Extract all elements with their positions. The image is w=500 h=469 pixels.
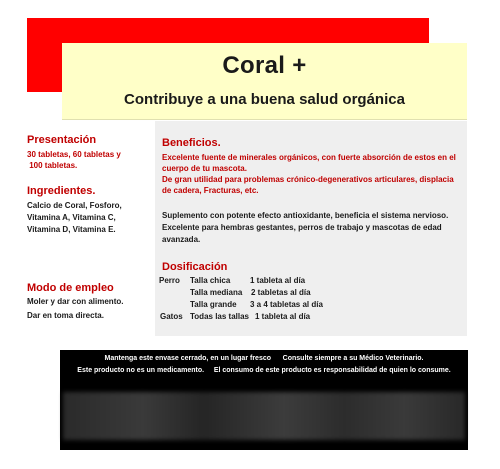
title-box: [62, 43, 467, 120]
dosage-animal: Perro: [159, 276, 180, 285]
ingredientes-heading: Ingredientes.: [27, 185, 96, 197]
dosage-table: [159, 275, 467, 323]
dosage-row: [162, 287, 467, 299]
beneficios-red-line: cuerpo de tu mascota.: [162, 164, 247, 173]
presentacion-line: 100 tabletas.: [27, 161, 78, 170]
beneficios-black-line: Suplemento con potente efecto antioxidante, beneficia el sistema nervioso.: [162, 211, 449, 220]
footer-line: Mantenga este envase cerrado, en un lugar fresco Consulte siempre a su Médico Veterinario.: [104, 355, 424, 362]
product-title: Coral +: [222, 52, 307, 79]
ingredientes-line: Vitamina A, Vitamina C,: [27, 213, 116, 222]
dosage-animal: Gatos: [160, 312, 183, 321]
presentacion-line: 30 tabletas, 60 tabletas y: [27, 150, 121, 159]
dosage-row: [162, 311, 467, 323]
modo-line: Dar en toma directa.: [27, 311, 104, 320]
beneficios-red-line: De gran utilidad para problemas crónico-degenerativos articulares, displacia: [162, 175, 454, 184]
footer-line: Este producto no es un medicamento. El consumo de este producto es responsabilidad de quien lo consume.: [77, 367, 451, 374]
product-subtitle: Contribuye a una buena salud orgánica: [124, 91, 405, 108]
dosificacion-heading: Dosificación: [162, 261, 228, 273]
modo-line: Moler y dar con alimento.: [27, 297, 124, 306]
beneficios-red-line: de cadera, Fracturas, etc.: [162, 186, 259, 195]
dosage-amount: 1 tableta al día: [255, 312, 311, 321]
dosage-size: Talla chica: [190, 276, 231, 285]
left-column: [27, 134, 155, 322]
beneficios-red-line: Excelente fuente de minerales orgánicos, con fuerte absorción de estos en el: [162, 153, 456, 162]
dosage-amount: 2 tabletas al día: [251, 288, 311, 297]
dosage-amount: 3 a 4 tabletas al día: [250, 300, 323, 309]
dosage-size: Talla grande: [190, 300, 237, 309]
beneficios-black-line: avanzada.: [162, 235, 201, 244]
beneficios-black-line: Excelente para hembras gestantes, perros de trabajo y mascotas de edad: [162, 223, 442, 232]
modo-heading: Modo de empleo: [27, 282, 114, 294]
dosage-size: Talla mediana: [190, 288, 243, 297]
dosage-row: [159, 275, 467, 287]
ingredientes-line: Calcio de Coral, Fosforo,: [27, 201, 122, 210]
ingredientes-line: Vitamina D, Vitamina E.: [27, 225, 116, 234]
presentacion-heading: Presentación: [27, 134, 97, 146]
footer-panel: [60, 350, 468, 450]
dosage-size: Todas las tallas: [190, 312, 249, 321]
blurred-region: [63, 392, 465, 440]
dosage-amount: 1 tableta al día: [250, 276, 306, 285]
dosage-row: [162, 299, 467, 311]
right-content: [159, 137, 467, 323]
beneficios-heading: Beneficios.: [162, 137, 221, 149]
